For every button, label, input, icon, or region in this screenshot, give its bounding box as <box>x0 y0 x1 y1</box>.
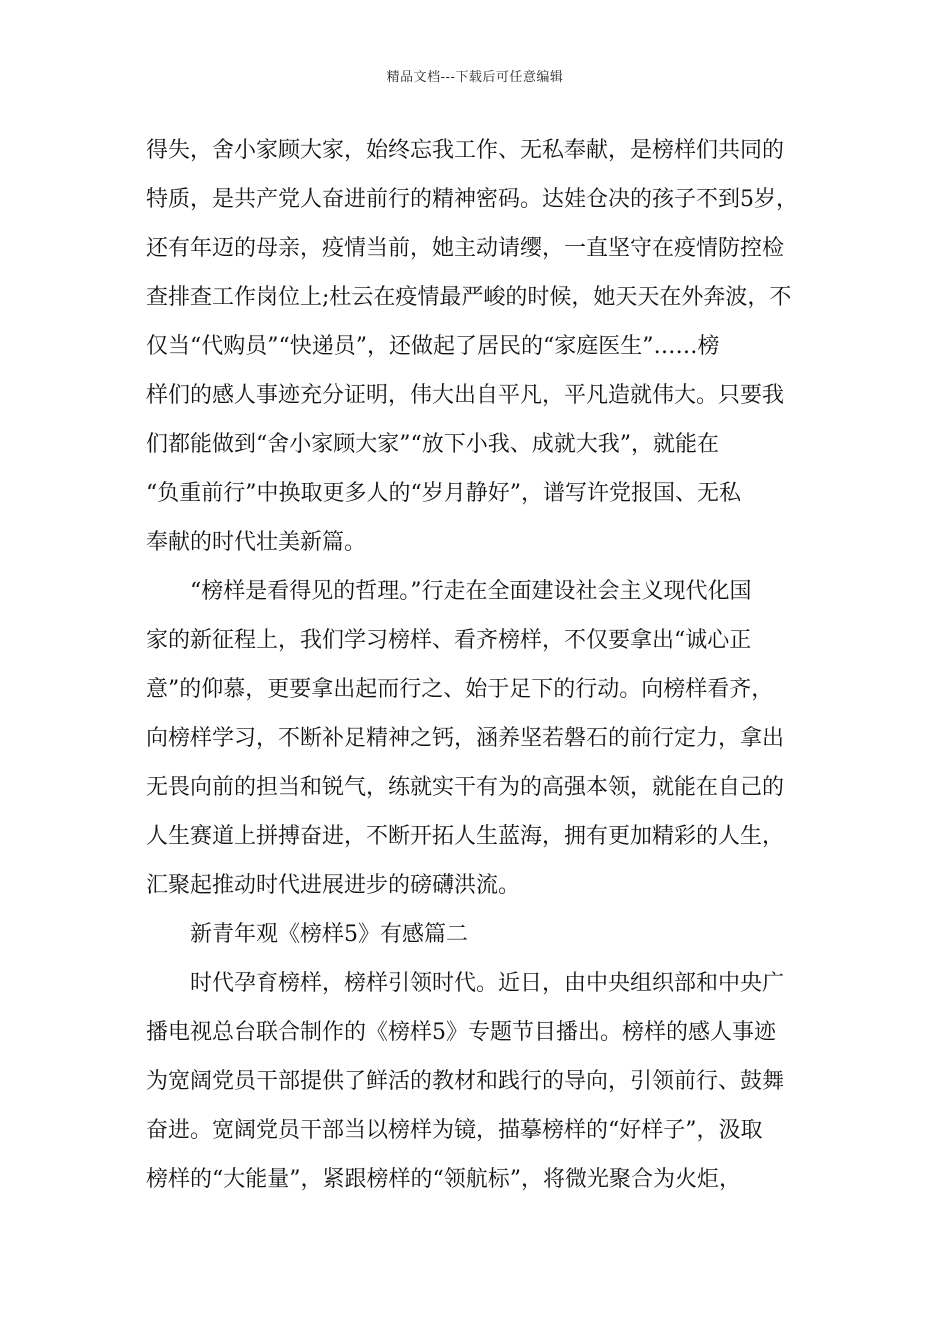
text-line: 向榜样学习，不断补足精神之钙，涵养坚若磐石的前行定力，拿出 <box>146 726 785 751</box>
text-line: 奉献的时代壮美新篇。 <box>146 530 367 555</box>
text-line: 新青年观《榜样5》有感篇二 <box>190 922 468 947</box>
text-line: 时代孕育榜样，榜样引领时代。近日，由中央组织部和中央广 <box>190 971 785 996</box>
text-line: “负重前行”中换取更多人的“岁月静好”，谱写许党报国、无私 <box>146 481 741 506</box>
text-line: 为宽阔党员干部提供了鲜活的教材和践行的导向，引领前行、鼓舞 <box>146 1069 785 1094</box>
text-line: 奋进。宽阔党员干部当以榜样为镜，描摹榜样的“好样子”，汲取 <box>146 1118 763 1143</box>
text-line: 榜样的“大能量”，紧跟榜样的“领航标”，将微光聚合为火炬， <box>146 1167 741 1192</box>
text-line: 们都能做到“舍小家顾大家”“放下小我、成就大我”，就能在 <box>146 432 719 457</box>
text-line: 家的新征程上，我们学习榜样、看齐榜样，不仅要拿出“诚心正 <box>146 628 752 653</box>
text-line: 无畏向前的担当和锐气，练就实干有为的高强本领，就能在自己的 <box>146 775 785 800</box>
document-body <box>146 126 818 1204</box>
text-line: 样们的感人事迹充分证明，伟大出自平凡，平凡造就伟大。只要我 <box>146 383 785 408</box>
text-line: 仅当“代购员”“快递员”，还做起了居民的“家庭医生”……榜 <box>146 334 720 359</box>
text-line: 播电视总台联合制作的《榜样5》专题节目播出。榜样的感人事迹 <box>146 1020 776 1045</box>
text-line: 得失，舍小家顾大家，始终忘我工作、无私奉献，是榜样们共同的 <box>146 138 785 163</box>
text-line: 汇聚起推动时代进展进步的磅礴洪流。 <box>146 873 521 898</box>
text-line: 特质，是共产党人奋进前行的精神密码。达娃仓决的孩子不到5岁， <box>146 187 798 212</box>
text-line: 意”的仰慕，更要拿出起而行之、始于足下的行动。向榜样看齐， <box>146 677 774 702</box>
text-line: 还有年迈的母亲，疫情当前，她主动请缨，一直坚守在疫情防控检 <box>146 236 785 261</box>
text-line: “榜样是看得见的哲理。”行走在全面建设社会主义现代化国 <box>190 579 752 604</box>
page-header: 精品文档---下载后可任意编辑 <box>386 70 564 85</box>
text-line: 人生赛道上拼搏奋进，不断开拓人生蓝海，拥有更加精彩的人生， <box>146 824 785 849</box>
text-line: 查排查工作岗位上;杜云在疫情最严峻的时候，她天天在外奔波，不 <box>146 285 792 310</box>
